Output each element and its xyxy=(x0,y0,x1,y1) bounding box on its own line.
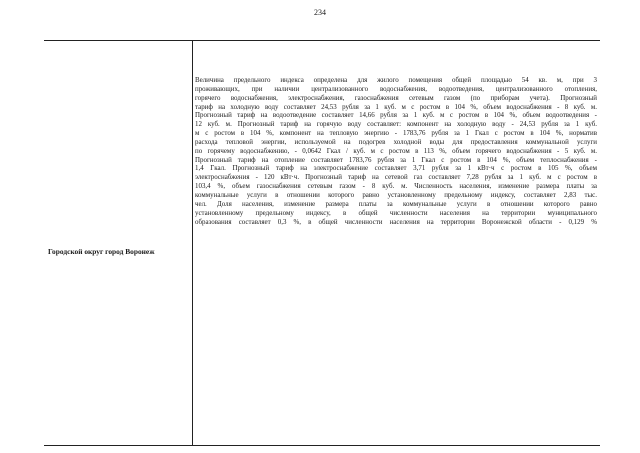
description-line: тариф на холодную воду составляет 24,53 рубля за 1 куб. м с ростом в 104 %, объем водоснабжения - 8 куб. м. xyxy=(195,102,597,111)
description-line: коммунальные услуги в отношении которого равно установленному предельному индексу, составляет 2,83 тыс. xyxy=(195,190,597,199)
description-line: Прогнозный тариф на водоотведение составляет 14,66 рубля за 1 куб. м с ростом в 104 %, объем водоотведения - xyxy=(195,111,597,120)
table xyxy=(44,40,600,446)
description-line: образования составляет 0,3 %, в общей численности населения на территории Воронежской области - 0,129 % xyxy=(195,217,597,226)
description-line: расхода тепловой энергии, используемой на подогрев холодной воды для предоставления коммунальной услуги xyxy=(195,137,597,146)
description-line: установленному предельному индексу, в общей численности населения на территории муниципального xyxy=(195,208,597,217)
description-line: 12 куб. м. Прогнозный тариф на горячую воду составляет: компонент на холодную воду - 24,53 рубля за 1 куб. xyxy=(195,120,597,129)
description-cell xyxy=(195,76,597,226)
description-line: проживающих, при наличии централизованного водоснабжения, водоотведения, централизованного отопления, xyxy=(195,84,597,93)
description-line: 1,4 Гкал. Прогнозный тариф на электроснабжение составляет 3,71 рубля за 1 кВт·ч с ростом в 105 %, объем xyxy=(195,164,597,173)
description-line: 103,4 %, объем газоснабжения сетевым газом - 8 куб. м. Численность населения, изменение размера платы за xyxy=(195,182,597,191)
municipality-cell: Городской округ город Воронеж xyxy=(48,247,155,256)
description-line: чел. Доля населения, изменение размера платы за коммунальные услуги в отношении которого равно xyxy=(195,199,597,208)
description-line: горячего водоснабжения, электроснабжения, газоснабжения сетевым газом (по приборам учета). Прогнозный xyxy=(195,93,597,102)
description-line: по горячему водоснабжению, - 0,0642 Гкал / куб. м с ростом в 113 %, объем горячего водоснабжения - 5 куб. м. xyxy=(195,146,597,155)
description-line: м с ростом в 104 %, компонент на тепловую энергию - 1783,76 рубля за 1 Гкал с ростом в 104 %, норматив xyxy=(195,129,597,138)
column-divider xyxy=(192,41,193,445)
page-number: 234 xyxy=(314,8,326,17)
description-line: Величина предельного индекса определена для жилого помещения общей площадью 54 кв. м, при 3 xyxy=(195,76,597,84)
description-line: Прогнозный тариф на отопление составляет 1783,76 рубля за 1 Гкал с ростом в 104 %, объем теплоснабжения - xyxy=(195,155,597,164)
description-line: электроснабжения - 120 кВт·ч. Прогнозный тариф на сетевой газ составляет 7,28 рубля за 1 куб. м с ростом в xyxy=(195,173,597,182)
